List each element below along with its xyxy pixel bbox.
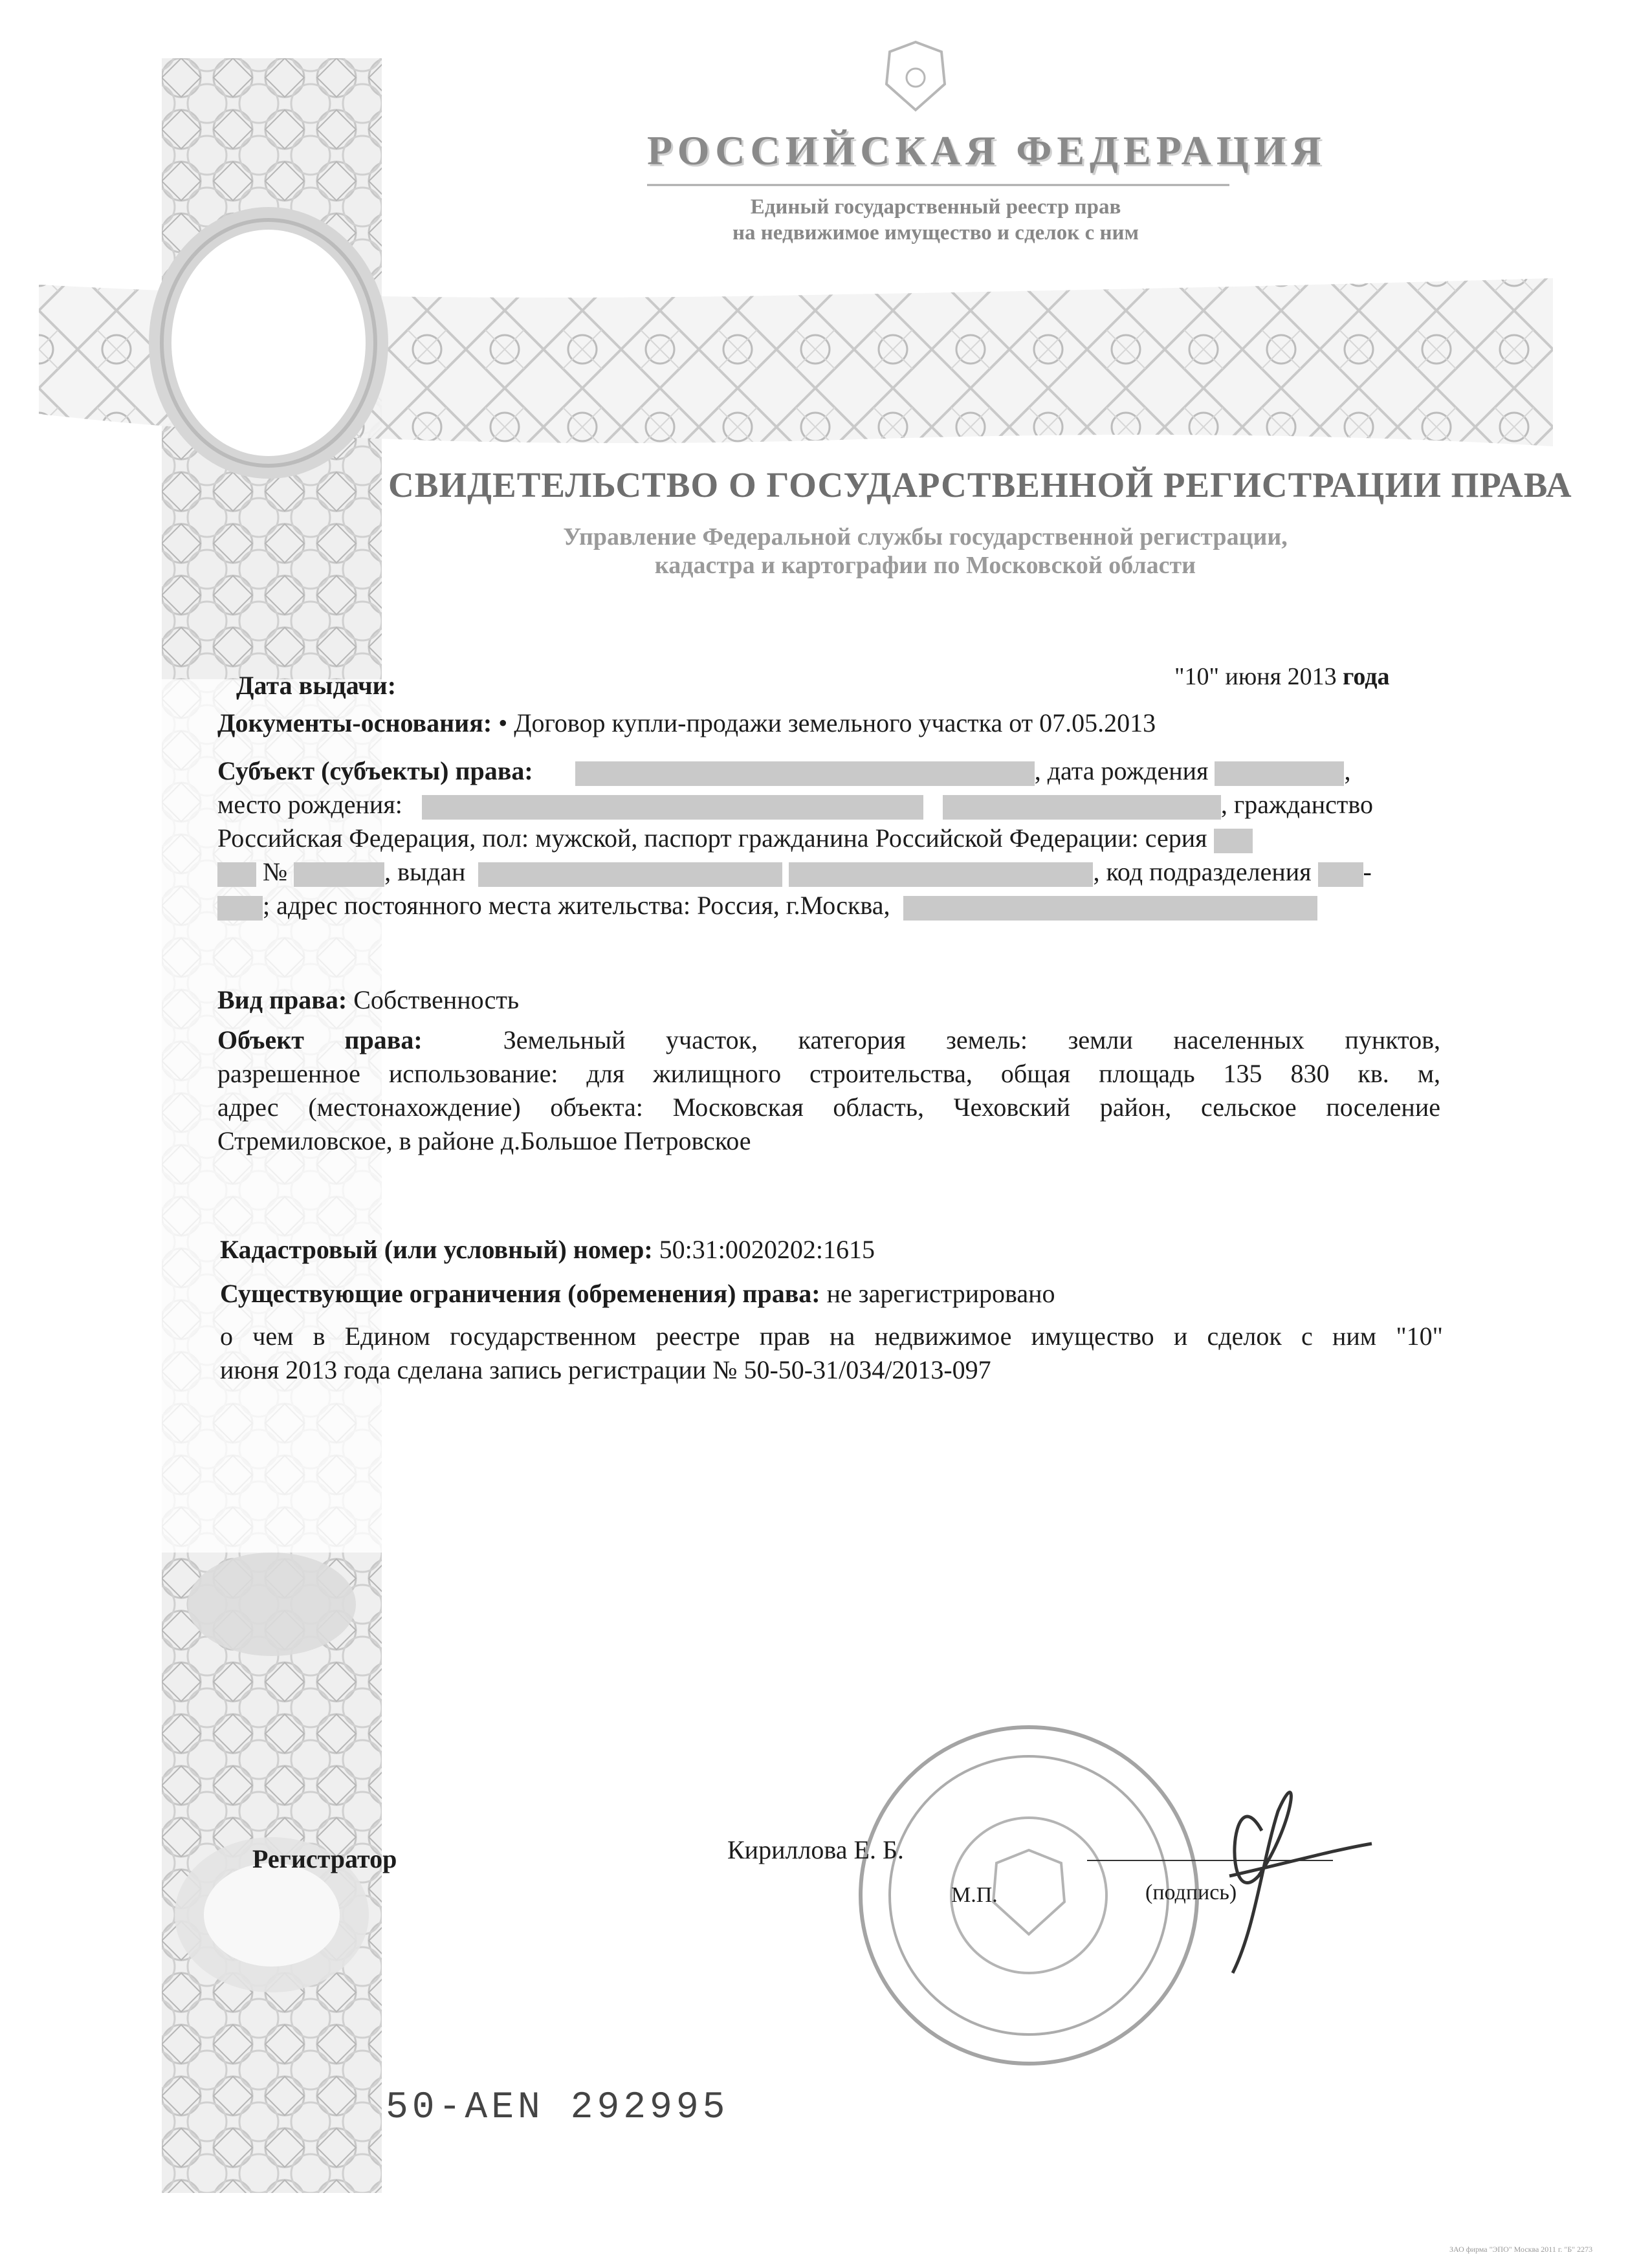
stamp-label: М.П. [951, 1883, 998, 1907]
object-line1-text: Земельный участок, категория земель: земли населенных пунктов, [503, 1025, 1440, 1054]
redacted-address [903, 896, 1317, 921]
redacted-issued-by-2 [789, 862, 1093, 887]
basis-label: Документы-основания: [217, 708, 492, 737]
issue-date-label: Дата выдачи: [236, 671, 397, 700]
subject-issued-label: , выдан [384, 857, 466, 886]
issue-date-value: "10" июня 2013 [1174, 663, 1337, 690]
subject-line3 [217, 822, 1447, 855]
redacted-dept-code [1318, 862, 1363, 887]
registrar-label: Регистратор [252, 1844, 397, 1873]
record-block [220, 1320, 1443, 1387]
record-line1: о чем в Едином государственном реестре прав на недвижимое имущество и сделок с ним "10" [220, 1322, 1443, 1351]
subject-citizenship-label: , гражданство [1220, 790, 1373, 819]
right-type [217, 983, 519, 1017]
agency-line1: Управление Федеральной службы государственной регистрации, [563, 523, 1288, 551]
cadastral-number [220, 1233, 875, 1267]
printer-info: ЗАО фирма "ЭПО" Москва 2011 г. "Б" 2273 [1449, 2245, 1593, 2254]
right-type-label: Вид права: [217, 985, 347, 1014]
restrictions-label: Существующие ограничения (обременения) права: [220, 1279, 820, 1308]
issue-date-year-suffix: года [1343, 663, 1390, 690]
subject-number-label: № [263, 857, 288, 886]
basis-documents [217, 706, 1156, 740]
subject-birth-date-label: , дата рождения [1034, 756, 1209, 785]
subject-passport-line: Российская Федерация, пол: мужской, паспорт гражданина Российской Федерации: серия [217, 823, 1207, 853]
registry-title-line1: Единый государственный реестр прав [750, 195, 1121, 219]
signature-label: (подпись) [1145, 1881, 1237, 1904]
basis-value: • Договор купли-продажи земельного участка от 07.05.2013 [498, 708, 1156, 737]
record-line2: июня 2013 года сделана запись регистрации № 50-50-31/034/2013-097 [220, 1355, 991, 1384]
issue-date [1174, 660, 1390, 693]
subject-label: Субъект (субъекты) права: [217, 756, 533, 785]
redacted-passport-series [1214, 829, 1253, 853]
agency-line2: кадастра и картографии по Московской области [654, 552, 1196, 579]
subject-line2 [217, 788, 1447, 822]
subject-birth-place-label: место рождения: [217, 790, 402, 819]
subject-line5 [217, 889, 1447, 922]
redacted-birth-place-2 [943, 795, 1221, 820]
redacted-birth-date [1215, 761, 1344, 786]
restrictions-value: не зарегистрировано [826, 1279, 1055, 1308]
redacted-birth-place [422, 795, 923, 820]
object-line1 [217, 1023, 1440, 1057]
registry-title-line2: на недвижимое имущество и сделок с ним [732, 221, 1139, 245]
right-type-value: Собственность [353, 985, 520, 1014]
object-block [217, 1023, 1440, 1158]
object-label: Объект права: [217, 1025, 423, 1054]
restrictions [220, 1277, 1055, 1311]
redacted-passport-number [294, 862, 384, 887]
subject-dept-code-dash: - [1363, 857, 1372, 886]
country-title: РОССИЙСКАЯ ФЕДЕРАЦИЯ [647, 127, 1326, 173]
redacted-dept-code-2 [217, 896, 263, 921]
subject-line1: Субъект (субъекты) права: , дата рождения , [217, 756, 1351, 785]
cadastral-value: 50:31:0020202:1615 [659, 1235, 875, 1264]
serial-number: 50-AEN 292995 [386, 2087, 729, 2129]
certificate-title: СВИДЕТЕЛЬСТВО О ГОСУДАРСТВЕННОЙ РЕГИСТРАЦИИ ПРАВА [388, 465, 1572, 505]
object-line2: разрешенное использование: для жилищного строительства, общая площадь 135 830 кв. м, [217, 1059, 1440, 1088]
subject-dept-code-label: , код подразделения [1093, 857, 1312, 886]
object-line4: Стремиловское, в районе д.Большое Петровское [217, 1126, 751, 1155]
redacted-passport-series-2 [217, 862, 256, 887]
redacted-issued-by [478, 862, 782, 887]
subject-block [217, 754, 1447, 922]
subject-line4 [217, 855, 1447, 889]
redacted-full-name [575, 761, 1035, 786]
subject-address-label: ; адрес постоянного места жительства: Россия, г.Москва, [263, 891, 890, 920]
object-line3: адрес (местонахождение) объекта: Московская область, Чеховский район, сельское поселение [217, 1093, 1440, 1122]
cadastral-label: Кадастровый (или условный) номер: [220, 1235, 653, 1264]
registrar-name: Кириллова Е. Б. [727, 1835, 904, 1864]
